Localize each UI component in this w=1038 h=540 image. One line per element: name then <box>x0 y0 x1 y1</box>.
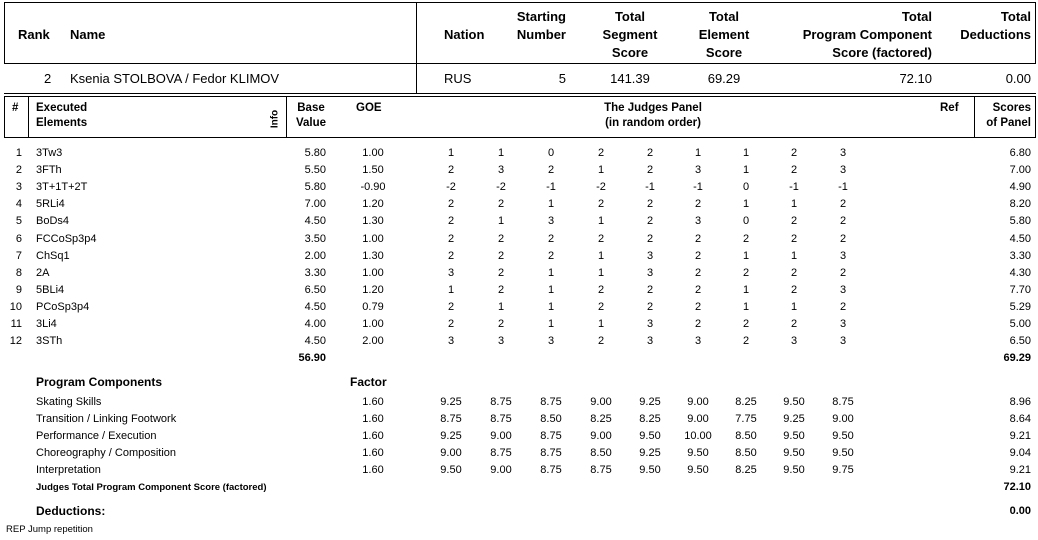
element-judge-score: 0 <box>742 181 750 194</box>
component-factor: 1.60 <box>362 464 384 477</box>
component-name: Transition / Linking Footwork <box>36 413 177 426</box>
elements-header-judges-line1: The Judges Panel <box>604 102 702 114</box>
element-num: 6 <box>15 232 22 245</box>
element-goe: 0.79 <box>362 300 384 313</box>
elements-header-scores-line1: Scores <box>992 102 1031 114</box>
element-judge-score: 2 <box>597 198 605 211</box>
header-tes-line1: Total <box>708 9 740 24</box>
element-judge-score: 2 <box>790 266 798 279</box>
component-judge-score: 9.50 <box>440 464 462 477</box>
header-tss-line1: Total <box>614 9 646 24</box>
element-judge-score: 2 <box>742 266 750 279</box>
element-judge-score: 2 <box>790 147 798 159</box>
element-judge-score: 3 <box>839 147 847 159</box>
elements-header-base-line2: Value <box>295 117 327 129</box>
element-judge-score: 2 <box>597 232 605 245</box>
element-num: 4 <box>15 198 22 211</box>
element-panel-score: 4.50 <box>1009 232 1031 245</box>
element-judge-score: 2 <box>839 198 847 211</box>
element-base-value: 4.00 <box>304 318 326 330</box>
element-judge-score: 3 <box>497 335 505 348</box>
element-panel-score: 8.20 <box>1009 198 1031 211</box>
element-judge-score: 3 <box>447 335 455 348</box>
element-judge-score: 1 <box>742 164 750 177</box>
element-judge-score: 2 <box>646 147 654 159</box>
element-base-value: 5.80 <box>304 147 326 159</box>
header-starting-line1: Starting <box>516 9 566 24</box>
component-panel-score: 9.21 <box>1009 464 1031 477</box>
header-tss-line3: Score <box>611 45 649 60</box>
elements-header-executed <box>36 101 87 131</box>
element-judge-score: 2 <box>547 164 555 177</box>
skater-row-divider <box>416 64 417 94</box>
skater-row-bottom-line <box>4 93 1036 94</box>
element-judge-score: 3 <box>839 318 847 330</box>
component-judge-score: 9.25 <box>440 430 462 443</box>
header-starting <box>490 8 566 44</box>
component-panel-score: 9.21 <box>1009 430 1031 443</box>
element-judge-score: 3 <box>646 335 654 348</box>
skater-total-segment-score: 141.39 <box>610 71 650 86</box>
element-judge-score: 2 <box>694 283 702 296</box>
element-judge-score: 3 <box>839 335 847 348</box>
element-judge-score: -1 <box>693 181 703 194</box>
elements-header-executed-line1: Executed <box>36 102 88 114</box>
component-judge-score: 9.50 <box>783 396 805 408</box>
element-judge-score: 2 <box>839 215 847 228</box>
element-judge-score: 1 <box>597 164 605 177</box>
component-judge-score: 8.75 <box>540 396 562 408</box>
element-judge-score: 3 <box>694 215 702 228</box>
element-panel-score: 5.80 <box>1009 215 1031 228</box>
header-rank: Rank <box>18 27 50 42</box>
component-judge-score: 8.75 <box>540 430 562 443</box>
element-judge-score: 2 <box>790 318 798 330</box>
deductions-label: Deductions: <box>36 504 106 518</box>
component-judge-score: 9.25 <box>783 413 805 426</box>
element-judge-score: 3 <box>646 266 654 279</box>
element-panel-score: 3.30 <box>1009 249 1031 262</box>
element-goe: 2.00 <box>362 335 384 348</box>
element-judge-score: 2 <box>694 318 702 330</box>
component-factor: 1.60 <box>362 430 384 443</box>
element-judge-score: 2 <box>547 249 555 262</box>
component-judge-score: 8.75 <box>490 447 512 460</box>
header-tss-line2: Segment <box>602 27 658 42</box>
components-total-score: 72.10 <box>1003 481 1031 493</box>
element-panel-score: 7.00 <box>1009 164 1031 177</box>
element-judge-score: 2 <box>597 147 605 159</box>
element-judge-score: 2 <box>694 300 702 313</box>
element-judge-score: -1 <box>838 181 848 194</box>
component-judge-score: 9.00 <box>590 430 612 443</box>
element-judge-score: 2 <box>497 266 505 279</box>
element-base-value: 3.30 <box>304 266 326 279</box>
skater-nation: RUS <box>444 71 472 86</box>
component-judge-score: 9.50 <box>832 430 854 443</box>
element-judge-score: -1 <box>789 181 799 194</box>
component-judge-score: 9.75 <box>832 464 854 477</box>
element-panel-score: 4.30 <box>1009 266 1031 279</box>
element-name: FCCoSp3p4 <box>36 232 97 245</box>
element-judge-score: 2 <box>694 198 702 211</box>
element-judge-score: 2 <box>742 232 750 245</box>
element-judge-score: 3 <box>447 266 455 279</box>
element-judge-score: 2 <box>839 300 847 313</box>
element-judge-score: 2 <box>646 198 654 211</box>
element-panel-score: 5.00 <box>1009 318 1031 330</box>
element-num: 10 <box>9 300 22 313</box>
component-factor: 1.60 <box>362 396 384 408</box>
component-judge-score: 8.75 <box>590 464 612 477</box>
element-panel-score: 5.29 <box>1009 300 1031 313</box>
component-judge-score: 8.50 <box>735 430 757 443</box>
component-judge-score: 9.25 <box>639 396 661 408</box>
elements-header-goe: GOE <box>356 102 382 114</box>
element-judge-score: 2 <box>597 283 605 296</box>
element-panel-score: 6.80 <box>1009 147 1031 159</box>
element-judge-score: 2 <box>790 232 798 245</box>
element-base-value: 6.50 <box>304 283 326 296</box>
elements-header-scores-of-panel <box>976 101 1031 131</box>
element-judge-score: 3 <box>646 249 654 262</box>
element-name: 3Li4 <box>36 318 57 330</box>
component-judge-score: 9.00 <box>687 396 709 408</box>
element-goe: 1.20 <box>362 198 384 211</box>
component-judge-score: 8.75 <box>440 413 462 426</box>
element-judge-score: 1 <box>447 147 455 159</box>
element-judge-score: 2 <box>694 266 702 279</box>
element-num: 7 <box>15 249 22 262</box>
element-judge-score: 2 <box>447 300 455 313</box>
element-judge-score: 2 <box>646 283 654 296</box>
component-judge-score: 9.00 <box>687 413 709 426</box>
element-name: 2A <box>36 266 50 279</box>
skater-total-element-score: 69.29 <box>707 71 741 86</box>
components-title: Program Components <box>36 375 163 389</box>
component-judge-score: 8.25 <box>590 413 612 426</box>
component-judge-score: 8.75 <box>490 396 512 408</box>
elements-header-divider-num <box>28 96 29 138</box>
component-judge-score: 8.50 <box>735 447 757 460</box>
element-name: 3Tw3 <box>36 147 63 159</box>
element-judge-score: 2 <box>497 283 505 296</box>
element-num: 1 <box>15 147 22 159</box>
skater-starting-number: 5 <box>558 71 566 86</box>
elements-header-info <box>265 107 285 131</box>
element-judge-score: 0 <box>547 147 555 159</box>
component-judge-score: 9.25 <box>639 447 661 460</box>
header-pcs-line3: Score (factored) <box>832 45 932 60</box>
element-goe: 1.00 <box>362 266 384 279</box>
component-judge-score: 7.75 <box>735 413 757 426</box>
element-judge-score: 3 <box>497 164 505 177</box>
component-judge-score: 8.25 <box>639 413 661 426</box>
component-judge-score: 8.25 <box>735 464 757 477</box>
element-panel-score: 4.90 <box>1009 181 1031 194</box>
elements-header-judges-panel <box>560 101 746 131</box>
component-judge-score: 9.50 <box>783 447 805 460</box>
element-judge-score: 2 <box>597 335 605 348</box>
component-judge-score: 8.50 <box>540 413 562 426</box>
element-judge-score: -1 <box>546 181 556 194</box>
element-name: PCoSp3p4 <box>36 300 90 313</box>
element-judge-score: 3 <box>839 283 847 296</box>
element-goe: 1.00 <box>362 232 384 245</box>
component-judge-score: 8.75 <box>540 464 562 477</box>
element-judge-score: 3 <box>547 215 555 228</box>
element-panel-score: 7.70 <box>1009 283 1031 296</box>
element-judge-score: 0 <box>742 215 750 228</box>
element-num: 8 <box>15 266 22 279</box>
element-judge-score: 3 <box>839 164 847 177</box>
element-judge-score: 2 <box>646 215 654 228</box>
header-pcs-line2: Program Component <box>802 27 932 42</box>
element-judge-score: 2 <box>790 164 798 177</box>
element-name: 3STh <box>36 335 63 348</box>
element-judge-score: 2 <box>547 232 555 245</box>
component-judge-score: 9.00 <box>590 396 612 408</box>
elements-header-num: # <box>12 102 19 114</box>
element-judge-score: 1 <box>547 198 555 211</box>
element-judge-score: 2 <box>497 318 505 330</box>
component-judge-score: 10.00 <box>684 430 712 443</box>
element-judge-score: 2 <box>646 300 654 313</box>
element-judge-score: 1 <box>547 283 555 296</box>
deductions-value: 0.00 <box>1009 505 1031 517</box>
elements-header-box <box>4 96 1036 138</box>
element-name: 5BLi4 <box>36 283 65 296</box>
elements-header-divider-info <box>286 96 287 138</box>
element-judge-score: 3 <box>646 318 654 330</box>
component-factor: 1.60 <box>362 413 384 426</box>
component-judge-score: 9.00 <box>440 447 462 460</box>
element-judge-score: 1 <box>790 249 798 262</box>
component-judge-score: 8.50 <box>590 447 612 460</box>
element-judge-score: 2 <box>694 249 702 262</box>
element-num: 12 <box>9 335 22 348</box>
element-base-value: 4.50 <box>304 300 326 313</box>
element-judge-score: 2 <box>646 232 654 245</box>
element-goe: 1.00 <box>362 318 384 330</box>
elements-header-scores-line2: of Panel <box>986 117 1031 129</box>
element-judge-score: 1 <box>742 198 750 211</box>
element-num: 3 <box>15 181 22 194</box>
element-judge-score: 1 <box>547 318 555 330</box>
skater-name: Ksenia STOLBOVA / Fedor KLIMOV <box>70 71 280 86</box>
element-judge-score: 1 <box>547 300 555 313</box>
element-goe: 1.30 <box>362 249 384 262</box>
element-judge-score: -1 <box>645 181 655 194</box>
element-goe: 1.50 <box>362 164 384 177</box>
summary-header-divider <box>416 2 417 64</box>
element-judge-score: 3 <box>547 335 555 348</box>
element-base-value: 7.00 <box>304 198 326 211</box>
element-judge-score: 1 <box>790 300 798 313</box>
skater-total-deductions: 0.00 <box>1005 71 1031 86</box>
element-judge-score: 2 <box>597 300 605 313</box>
header-ded-line2: Deductions <box>960 27 1031 42</box>
component-judge-score: 9.25 <box>440 396 462 408</box>
elements-total-base: 56.90 <box>298 352 326 364</box>
elements-header-base-line1: Base <box>297 102 325 114</box>
element-judge-score: 2 <box>447 215 455 228</box>
element-judge-score: 1 <box>742 300 750 313</box>
element-judge-score: 1 <box>694 147 702 159</box>
element-base-value: 5.80 <box>304 181 326 194</box>
component-judge-score: 8.75 <box>490 413 512 426</box>
component-judge-score: 9.50 <box>687 447 709 460</box>
component-judge-score: 8.75 <box>832 396 854 408</box>
element-judge-score: 2 <box>790 283 798 296</box>
elements-header-judges-line2: (in random order) <box>605 117 701 129</box>
element-judge-score: 1 <box>742 283 750 296</box>
element-judge-score: -2 <box>596 181 606 194</box>
element-judge-score: 2 <box>839 266 847 279</box>
element-judge-score: 1 <box>742 147 750 159</box>
element-judge-score: 2 <box>447 164 455 177</box>
element-goe: -0.90 <box>360 181 386 194</box>
element-name: BoDs4 <box>36 215 70 228</box>
skater-total-pcs: 72.10 <box>899 71 932 86</box>
element-judge-score: 1 <box>497 147 505 159</box>
header-ded-line1: Total <box>1000 9 1031 24</box>
element-goe: 1.00 <box>362 147 384 159</box>
element-judge-score: 1 <box>447 283 455 296</box>
element-goe: 1.30 <box>362 215 384 228</box>
components-total-label: Judges Total Program Component Score (factored) <box>36 482 267 493</box>
header-nation: Nation <box>444 27 485 42</box>
element-num: 9 <box>15 283 22 296</box>
element-judge-score: 1 <box>597 249 605 262</box>
element-num: 2 <box>15 164 22 177</box>
component-judge-score: 9.00 <box>490 430 512 443</box>
element-judge-score: 2 <box>447 232 455 245</box>
header-name: Name <box>70 27 106 42</box>
header-starting-line2: Number <box>516 27 566 42</box>
component-judge-score: 9.50 <box>783 464 805 477</box>
element-judge-score: 3 <box>839 249 847 262</box>
element-judge-score: 1 <box>597 215 605 228</box>
header-pcs-line1: Total <box>901 9 932 24</box>
elements-header-divider-scores <box>974 96 975 138</box>
component-panel-score: 8.96 <box>1009 396 1031 408</box>
components-factor-header: Factor <box>350 375 387 389</box>
element-judge-score: 3 <box>694 164 702 177</box>
element-judge-score: -2 <box>496 181 506 194</box>
component-name: Performance / Execution <box>36 430 157 443</box>
component-name: Choreography / Composition <box>36 447 177 460</box>
element-base-value: 4.50 <box>304 335 326 348</box>
element-judge-score: 2 <box>497 198 505 211</box>
element-judge-score: 1 <box>497 300 505 313</box>
element-judge-score: 1 <box>742 249 750 262</box>
element-base-value: 3.50 <box>304 232 326 245</box>
element-name: 3T+1T+2T <box>36 181 88 194</box>
element-judge-score: 2 <box>447 318 455 330</box>
elements-header-executed-line2: Elements <box>36 117 88 129</box>
header-tes-line2: Element <box>698 27 750 42</box>
element-name: 3FTh <box>36 164 62 177</box>
element-judge-score: 3 <box>790 335 798 348</box>
element-judge-score: 2 <box>742 318 750 330</box>
component-judge-score: 8.75 <box>540 447 562 460</box>
element-judge-score: 2 <box>839 232 847 245</box>
element-judge-score: 2 <box>497 249 505 262</box>
element-judge-score: 1 <box>597 318 605 330</box>
element-judge-score: 1 <box>597 266 605 279</box>
element-num: 5 <box>15 215 22 228</box>
component-judge-score: 9.50 <box>832 447 854 460</box>
element-name: ChSq1 <box>36 249 70 262</box>
footnote: REP Jump repetition <box>6 524 93 535</box>
element-judge-score: 1 <box>547 266 555 279</box>
element-judge-score: 2 <box>694 232 702 245</box>
component-judge-score: 9.50 <box>639 464 661 477</box>
element-judge-score: -2 <box>446 181 456 194</box>
component-factor: 1.60 <box>362 447 384 460</box>
elements-header-info-label: Info <box>269 109 281 129</box>
element-num: 11 <box>10 318 22 330</box>
element-goe: 1.20 <box>362 283 384 296</box>
component-judge-score: 9.50 <box>687 464 709 477</box>
header-total-pcs <box>770 8 932 62</box>
element-name: 5RLi4 <box>36 198 65 211</box>
component-name: Interpretation <box>36 464 101 477</box>
element-base-value: 2.00 <box>304 249 326 262</box>
element-judge-score: 2 <box>790 215 798 228</box>
element-judge-score: 1 <box>790 198 798 211</box>
element-base-value: 5.50 <box>304 164 326 177</box>
element-base-value: 4.50 <box>304 215 326 228</box>
component-judge-score: 9.00 <box>832 413 854 426</box>
element-panel-score: 6.50 <box>1009 335 1031 348</box>
header-total-element-score <box>680 8 768 62</box>
elements-header-ref: Ref <box>940 102 959 114</box>
component-judge-score: 9.50 <box>639 430 661 443</box>
component-judge-score: 9.50 <box>783 430 805 443</box>
header-total-deductions <box>940 8 1031 44</box>
element-judge-score: 2 <box>646 164 654 177</box>
element-judge-score: 2 <box>497 232 505 245</box>
element-judge-score: 1 <box>497 215 505 228</box>
elements-total-score: 69.29 <box>1003 352 1031 364</box>
elements-header-base-value <box>288 101 334 131</box>
element-judge-score: 2 <box>447 198 455 211</box>
header-tes-line3: Score <box>705 45 743 60</box>
component-judge-score: 9.00 <box>490 464 512 477</box>
component-name: Skating Skills <box>36 396 102 408</box>
element-judge-score: 2 <box>447 249 455 262</box>
element-judge-score: 2 <box>742 335 750 348</box>
skater-rank: 2 <box>44 71 52 86</box>
component-panel-score: 9.04 <box>1009 447 1031 460</box>
header-total-segment-score <box>585 8 675 62</box>
component-judge-score: 8.25 <box>735 396 757 408</box>
element-judge-score: 3 <box>694 335 702 348</box>
component-panel-score: 8.64 <box>1009 413 1031 426</box>
